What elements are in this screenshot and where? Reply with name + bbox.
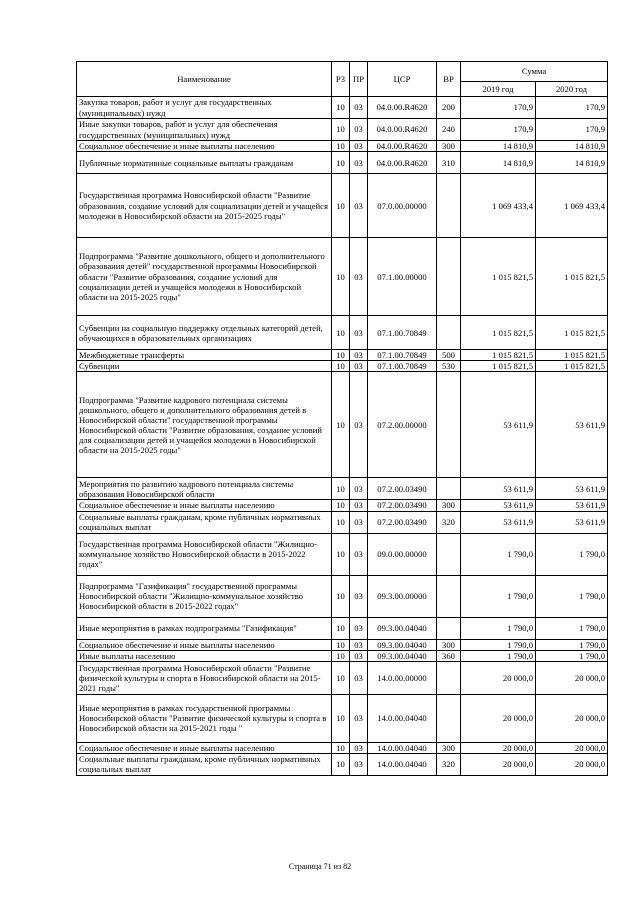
row-csr: 07.2.00.03490 xyxy=(368,500,437,511)
row-rz: 10 xyxy=(332,694,350,742)
row-name: Социальное обеспечение и иные выплаты населению xyxy=(77,742,332,753)
row-csr: 09.3.00.04040 xyxy=(368,650,437,661)
row-sum-2020: 1 790,0 xyxy=(536,575,608,617)
row-pr: 03 xyxy=(350,661,368,694)
row-rz: 10 xyxy=(332,141,350,152)
row-rz: 10 xyxy=(332,238,350,316)
row-vr: 360 xyxy=(437,650,461,661)
row-sum-2019: 1 015 821,5 xyxy=(461,350,536,361)
row-vr: 310 xyxy=(437,152,461,174)
row-sum-2020: 1 069 433,4 xyxy=(536,174,608,238)
header-year-2019: 2019 год xyxy=(461,82,536,97)
table-row xyxy=(77,500,608,511)
row-vr: 300 xyxy=(437,742,461,753)
row-sum-2019: 53 611,9 xyxy=(461,372,536,478)
row-name: Государственная программа Новосибирской области "Развитие физической культуры и спорта в Новосибирской области на 2015-2021 годы" xyxy=(77,661,332,694)
row-vr xyxy=(437,533,461,575)
table-row xyxy=(77,661,608,694)
page-footer: Страница 71 из 82 xyxy=(288,862,352,871)
row-name: Иные закупки товаров, работ и услуг для обеспечения государственных (муниципальных) нужд xyxy=(77,119,332,141)
row-pr: 03 xyxy=(350,575,368,617)
row-name: Межбюджетные трансферты xyxy=(77,350,332,361)
row-csr: 04.0.00.R4620 xyxy=(368,97,437,119)
row-vr xyxy=(437,661,461,694)
row-sum-2019: 20 000,0 xyxy=(461,742,536,753)
row-rz: 10 xyxy=(332,174,350,238)
row-name: Социальное обеспечение и иные выплаты населению xyxy=(77,500,332,511)
row-pr: 03 xyxy=(350,500,368,511)
row-name: Подпрограмма "Газификация" государственной программы Новосибирской области "Жилищно-коммунальное хозяйство Новосибирской области в 2015-2022 годах" xyxy=(77,575,332,617)
row-name: Государственная программа Новосибирской области "Жилищно-коммунальное хозяйство Новосибирской области в 2015-2022 годах" xyxy=(77,533,332,575)
row-sum-2020: 20 000,0 xyxy=(536,742,608,753)
row-sum-2019: 1 790,0 xyxy=(461,617,536,639)
row-csr: 07.1.00.70849 xyxy=(368,361,437,372)
table-row xyxy=(77,350,608,361)
row-csr: 14.0.00.00000 xyxy=(368,661,437,694)
row-pr: 03 xyxy=(350,511,368,533)
row-pr: 03 xyxy=(350,639,368,650)
table-row xyxy=(77,742,608,753)
row-sum-2019: 1 069 433,4 xyxy=(461,174,536,238)
row-csr: 07.2.00.00000 xyxy=(368,372,437,478)
row-sum-2020: 20 000,0 xyxy=(536,753,608,775)
row-csr: 09.3.00.04040 xyxy=(368,617,437,639)
row-vr xyxy=(437,478,461,500)
table-row xyxy=(77,694,608,742)
row-sum-2019: 170,9 xyxy=(461,97,536,119)
row-sum-2019: 14 810,9 xyxy=(461,152,536,174)
row-sum-2020: 1 015 821,5 xyxy=(536,238,608,316)
table-body xyxy=(77,97,608,776)
row-pr: 03 xyxy=(350,350,368,361)
row-sum-2020: 14 810,9 xyxy=(536,141,608,152)
row-rz: 10 xyxy=(332,97,350,119)
row-csr: 14.0.00.04040 xyxy=(368,694,437,742)
row-rz: 10 xyxy=(332,350,350,361)
row-rz: 10 xyxy=(332,478,350,500)
row-name: Социальные выплаты гражданам, кроме публичных нормативных социальных выплат xyxy=(77,753,332,775)
row-sum-2020: 170,9 xyxy=(536,119,608,141)
row-vr: 530 xyxy=(437,361,461,372)
table-row xyxy=(77,119,608,141)
row-sum-2019: 1 015 821,5 xyxy=(461,316,536,350)
table-row xyxy=(77,511,608,533)
row-csr: 04.0.00.R4620 xyxy=(368,119,437,141)
row-csr: 09.0.00.00000 xyxy=(368,533,437,575)
row-vr: 320 xyxy=(437,511,461,533)
row-name: Государственная программа Новосибирской области "Развитие образования, создание условий для социализации детей и учащейся молодежи в Новосибирской области на 2015-2025 годы" xyxy=(77,174,332,238)
row-csr: 04.0.00.R4620 xyxy=(368,141,437,152)
row-pr: 03 xyxy=(350,372,368,478)
row-vr: 300 xyxy=(437,141,461,152)
row-name: Социальное обеспечение и иные выплаты населению xyxy=(77,141,332,152)
table-row xyxy=(77,238,608,316)
row-name: Закупка товаров, работ и услуг для государственных (муниципальных) нужд xyxy=(77,97,332,119)
row-rz: 10 xyxy=(332,533,350,575)
row-name: Мероприятия по развитию кадрового потенциала системы образования Новосибирской области xyxy=(77,478,332,500)
row-sum-2019: 170,9 xyxy=(461,119,536,141)
row-sum-2019: 53 611,9 xyxy=(461,500,536,511)
row-sum-2019: 1 790,0 xyxy=(461,639,536,650)
header-vr: ВР xyxy=(437,62,461,97)
row-csr: 14.0.00.04040 xyxy=(368,753,437,775)
row-vr xyxy=(437,575,461,617)
row-vr xyxy=(437,372,461,478)
row-pr: 03 xyxy=(350,753,368,775)
row-rz: 10 xyxy=(332,753,350,775)
row-sum-2019: 1 790,0 xyxy=(461,575,536,617)
row-pr: 03 xyxy=(350,316,368,350)
row-rz: 10 xyxy=(332,316,350,350)
row-vr: 300 xyxy=(437,500,461,511)
row-pr: 03 xyxy=(350,694,368,742)
table-row xyxy=(77,372,608,478)
row-rz: 10 xyxy=(332,617,350,639)
row-vr: 300 xyxy=(437,639,461,650)
budget-table xyxy=(76,61,608,776)
row-pr: 03 xyxy=(350,119,368,141)
row-csr: 09.3.00.04040 xyxy=(368,639,437,650)
row-vr: 320 xyxy=(437,753,461,775)
table-row xyxy=(77,361,608,372)
row-sum-2019: 53 611,9 xyxy=(461,511,536,533)
header-pr: ПР xyxy=(350,62,368,97)
row-name: Социальное обеспечение и иные выплаты населению xyxy=(77,639,332,650)
table-row xyxy=(77,174,608,238)
row-sum-2020: 20 000,0 xyxy=(536,694,608,742)
table-row xyxy=(77,152,608,174)
row-csr: 07.1.00.70849 xyxy=(368,350,437,361)
row-sum-2019: 20 000,0 xyxy=(461,694,536,742)
row-rz: 10 xyxy=(332,650,350,661)
row-pr: 03 xyxy=(350,152,368,174)
row-sum-2020: 53 611,9 xyxy=(536,372,608,478)
row-csr: 04.0.00.R4620 xyxy=(368,152,437,174)
row-pr: 03 xyxy=(350,742,368,753)
row-vr xyxy=(437,694,461,742)
row-sum-2020: 1 790,0 xyxy=(536,533,608,575)
row-csr: 07.1.00.00000 xyxy=(368,238,437,316)
row-sum-2019: 14 810,9 xyxy=(461,141,536,152)
row-vr: 240 xyxy=(437,119,461,141)
row-pr: 03 xyxy=(350,141,368,152)
row-sum-2020: 170,9 xyxy=(536,97,608,119)
row-vr xyxy=(437,174,461,238)
table-header xyxy=(77,62,608,97)
row-pr: 03 xyxy=(350,650,368,661)
row-sum-2019: 20 000,0 xyxy=(461,753,536,775)
row-pr: 03 xyxy=(350,617,368,639)
row-sum-2019: 1 015 821,5 xyxy=(461,238,536,316)
row-vr xyxy=(437,238,461,316)
table-row xyxy=(77,650,608,661)
table-row xyxy=(77,97,608,119)
row-sum-2020: 53 611,9 xyxy=(536,478,608,500)
row-csr: 07.2.00.03490 xyxy=(368,478,437,500)
row-sum-2020: 1 015 821,5 xyxy=(536,350,608,361)
table-row xyxy=(77,617,608,639)
row-name: Подпрограмма "Развитие кадрового потенциала системы дошкольного, общего и дополнительного образования детей в Новосибирской области" государственной программы Новосибирской области "Развитие образования, создание условий для социализации детей и учащейся молодежи в Новосибирской области на 2015-2025 годы" xyxy=(77,372,332,478)
row-sum-2020: 1 015 821,5 xyxy=(536,361,608,372)
row-sum-2020: 53 611,9 xyxy=(536,500,608,511)
table-row xyxy=(77,639,608,650)
row-sum-2019: 53 611,9 xyxy=(461,478,536,500)
row-name: Иные выплаты населению xyxy=(77,650,332,661)
row-rz: 10 xyxy=(332,575,350,617)
table-row xyxy=(77,533,608,575)
row-vr xyxy=(437,316,461,350)
row-pr: 03 xyxy=(350,97,368,119)
row-sum-2020: 1 790,0 xyxy=(536,617,608,639)
row-sum-2019: 20 000,0 xyxy=(461,661,536,694)
row-sum-2020: 20 000,0 xyxy=(536,661,608,694)
row-name: Субвенции на социальную поддержку отдельных категорий детей, обучающихся в образовательных организациях xyxy=(77,316,332,350)
row-rz: 10 xyxy=(332,372,350,478)
row-pr: 03 xyxy=(350,361,368,372)
row-pr: 03 xyxy=(350,533,368,575)
row-name: Иные мероприятия в рамках подпрограммы "Газификация" xyxy=(77,617,332,639)
table-row xyxy=(77,575,608,617)
row-rz: 10 xyxy=(332,661,350,694)
row-sum-2020: 1 790,0 xyxy=(536,650,608,661)
row-rz: 10 xyxy=(332,742,350,753)
row-name: Иные мероприятия в рамках государственной программы Новосибирской области "Развитие физической культуры и спорта в Новосибирской области на 2015-2021 годы " xyxy=(77,694,332,742)
row-sum-2019: 1 790,0 xyxy=(461,533,536,575)
header-csr: ЦСР xyxy=(368,62,437,97)
row-csr: 14.0.00.04040 xyxy=(368,742,437,753)
row-rz: 10 xyxy=(332,511,350,533)
row-sum-2020: 1 790,0 xyxy=(536,639,608,650)
row-pr: 03 xyxy=(350,174,368,238)
row-rz: 10 xyxy=(332,152,350,174)
row-vr: 200 xyxy=(437,97,461,119)
header-sum: Сумма xyxy=(461,62,608,82)
row-sum-2020: 14 810,9 xyxy=(536,152,608,174)
header-year-2020: 2020 год xyxy=(536,82,608,97)
row-vr xyxy=(437,617,461,639)
row-rz: 10 xyxy=(332,639,350,650)
row-sum-2020: 1 015 821,5 xyxy=(536,316,608,350)
row-vr: 500 xyxy=(437,350,461,361)
row-name: Публичные нормативные социальные выплаты гражданам xyxy=(77,152,332,174)
table-row xyxy=(77,478,608,500)
row-sum-2019: 1 790,0 xyxy=(461,650,536,661)
row-csr: 07.0.00.00000 xyxy=(368,174,437,238)
row-sum-2019: 1 015 821,5 xyxy=(461,361,536,372)
row-name: Подпрограмма "Развитие дошкольного, общего и дополнительного образования детей" государственной программы Новосибирской области "Развитие образования, создание условий для социализации детей и учащейся молодежи в Новосибирской области на 2015-2025 годы" xyxy=(77,238,332,316)
header-rz: РЗ xyxy=(332,62,350,97)
row-csr: 07.2.00.03490 xyxy=(368,511,437,533)
table-row xyxy=(77,753,608,775)
row-name: Социальные выплаты гражданам, кроме публичных нормативных социальных выплат xyxy=(77,511,332,533)
row-pr: 03 xyxy=(350,478,368,500)
row-name: Субвенции xyxy=(77,361,332,372)
row-sum-2020: 53 611,9 xyxy=(536,511,608,533)
table-row xyxy=(77,141,608,152)
row-rz: 10 xyxy=(332,119,350,141)
row-pr: 03 xyxy=(350,238,368,316)
row-csr: 07.1.00.70849 xyxy=(368,316,437,350)
header-name: Наименование xyxy=(77,62,332,97)
row-rz: 10 xyxy=(332,500,350,511)
table-row xyxy=(77,316,608,350)
row-rz: 10 xyxy=(332,361,350,372)
row-csr: 09.3.00.00000 xyxy=(368,575,437,617)
